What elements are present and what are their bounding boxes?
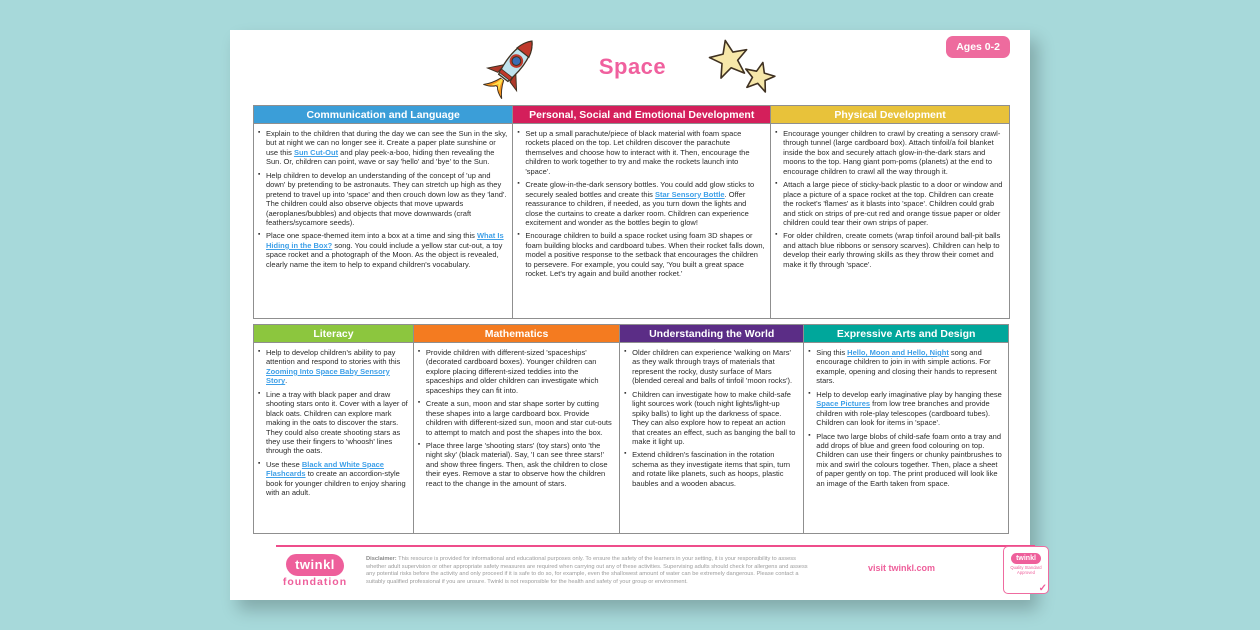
activity-text: and play peek-a-boo, hiding then revealing the Sun. Or, children can point, wave or say 'hello' and 'bye' to the Sun. — [266, 147, 495, 167]
activity-item — [775, 129, 1004, 176]
activity-text: Set up a small parachute/piece of black material with foam space rockets placed on the top. Let children discover the parachute themselves and choose how to interact with it. Then, encourage the children to work together to try and make the rockets launch into 'space'. — [525, 129, 750, 176]
activity-text: Sing this — [816, 348, 848, 357]
column-header — [620, 325, 803, 343]
bottom-activity-table — [253, 324, 1012, 534]
activity-item — [258, 231, 507, 269]
column-title: Understanding the World — [649, 327, 775, 340]
activity-item — [517, 129, 765, 176]
column-header — [771, 106, 1009, 124]
page-content — [253, 30, 1047, 600]
column-header — [804, 325, 1008, 343]
activity-item — [808, 432, 1003, 489]
activity-item — [258, 129, 507, 167]
visit-twinkl-link[interactable]: visit twinkl.com — [867, 563, 935, 573]
activity-list — [775, 129, 1004, 269]
activity-item — [418, 441, 614, 488]
activity-text: Older children can experience 'walking on Mars' as they walk through trays of materials that represent the rocky, dusty surface of Mars (blended cereal and balls of tinfoil 'moon rocks'). — [632, 348, 793, 386]
column-mathematics — [413, 324, 620, 534]
activity-item — [808, 390, 1003, 428]
column-literacy — [253, 324, 414, 534]
column-communication-and-language — [253, 105, 513, 319]
disclaimer-text — [366, 556, 811, 587]
page-footer — [276, 545, 1047, 602]
activity-item — [775, 180, 1004, 227]
resource-page — [230, 30, 1047, 600]
activity-text: Place three large 'shooting stars' (toy stars) onto 'the night sky' (black material). Say, 'I can see three stars!' and show three fingers. Then, ask the children to close their eyes. Remove a star to observe how the children react to the change in the amount of stars. — [425, 440, 608, 488]
twinkl-logo-foundation: foundation — [282, 576, 348, 588]
activity-text: Use these — [266, 459, 302, 469]
activity-list — [258, 129, 507, 269]
column-body — [414, 343, 619, 533]
activity-item — [258, 390, 408, 456]
disclaimer-label: Disclaimer: — [366, 556, 397, 562]
column-understanding-the-world — [619, 324, 804, 534]
column-body — [804, 343, 1008, 533]
resource-link[interactable]: What Is Hiding in the Box? — [266, 231, 504, 250]
activity-list — [517, 129, 765, 279]
activity-list — [418, 348, 614, 488]
top-activity-table — [253, 105, 1012, 319]
activity-text: For older children, create comets (wrap tinfoil around ball-pit balls and attach blue ribbons or sensory scarves). Children can help to develop their early throwing skills as they throw their comet and make it fly through 'space'. — [783, 231, 1001, 269]
column-body — [254, 343, 413, 533]
badge-checkmark-icon: ✓ — [1038, 583, 1047, 594]
activity-text: Extend children's fascination in the rotation schema as they investigate items that spin, turn and rotate like planets, such as hoops, plastic baubles and a wooden abacus. — [632, 450, 791, 488]
activity-text: Help to develop early imaginative play by hanging these — [816, 389, 1002, 399]
activity-text: . Offer reassurance to children, if needed, as you turn down the lights and close the curtains to create a darker room. Children can experience excitement and wonder as the bottles begin to glow! — [525, 189, 749, 227]
activity-text: Provide children with different-sized 'spaceships' (decorated cardboard boxes). Younger children can explore placing different-sized teddies into the spaceships and older children can investigate which spaceships they can fit into. — [425, 348, 599, 395]
resource-link[interactable]: Hello, Moon and Hello, Night — [847, 348, 949, 357]
activity-text: Place two large blobs of child-safe foam onto a tray and add drops of blue and green food colouring on top. Children can use their fingers or chunky paintbrushes to mix and swirl the colours together. Then, place a sheet of paper gently on top. The print produced will look like an image of the Earth taken from space. — [816, 431, 1002, 488]
activity-item — [808, 348, 1003, 386]
column-body — [513, 124, 770, 318]
column-physical-development — [770, 105, 1010, 319]
resource-link[interactable]: Sun Cut-Out — [293, 147, 339, 157]
activity-item — [775, 231, 1004, 269]
page-title: Space — [598, 54, 667, 79]
column-body — [254, 124, 512, 318]
activity-item — [517, 231, 765, 278]
column-title: Expressive Arts and Design — [836, 327, 976, 340]
activity-text: Create a sun, moon and star shape sorter by cutting these shapes into a large cardboard box. Provide children with different-sized sun, moon and star cut-outs to attempt to match and post the shapes into the box. — [425, 399, 612, 437]
activity-text: Place one space-themed item into a box at a time and sing this — [266, 231, 477, 241]
column-body — [620, 343, 803, 533]
stars-icon — [705, 36, 781, 103]
badge-caption: Quality Standard Approved — [1010, 565, 1042, 575]
column-body — [771, 124, 1009, 318]
activity-list — [624, 348, 798, 488]
page-header — [253, 30, 1012, 105]
activity-item — [624, 390, 798, 447]
activity-text: . — [285, 376, 288, 386]
activity-item — [418, 399, 614, 437]
activity-text: Help children to develop an understanding of the concept of 'up and down' by pretending to be astronauts. They can stretch up high as they pretend to travel up into 'space' and then crouch down low as they 'land'. The children could also observe objects that move upwards (aeroplanes/bubbles) and objects that move downwards (craft feathers/sycamore seeds). — [266, 170, 507, 227]
column-title: Communication and Language — [306, 108, 460, 121]
activity-text: Create glow-in-the-dark sensory bottles. You could add glow sticks to securely sealed bottles and create this — [525, 180, 755, 199]
activity-text: song. You could include a yellow star cut-out, a toy space rocket and a photograph of the Moon. As the object is revealed, clearly name the item to help to expand children's vocabulary. — [266, 240, 503, 269]
activity-item — [258, 348, 408, 386]
activity-item — [418, 348, 614, 395]
twinkl-foundation-logo — [276, 554, 354, 588]
activity-list — [808, 348, 1003, 488]
activity-text: Encourage younger children to crawl by creating a sensory crawl-through tunnel (large cardboard box). Attach tinfoil/a foil blanket inside the box and securely attach glow-in-the-dark stars and moons to the top. Hang giant pom-poms (planets) at the end to encourage children to crawl all the way through it. — [783, 129, 1001, 176]
activity-text: Encourage children to build a space rocket using foam 3D shapes or foam building blocks and cardboard tubes. When their rocket falls down, model a positive response to the setback that encourages the children to persevere. For example, you could say, 'You built a great space rocket. Let's try again and build another rocket.' — [525, 231, 765, 279]
column-header — [513, 106, 770, 124]
column-header — [254, 106, 512, 124]
activity-text: Explain to the children that during the day we can see the Sun in the sky, but at night we can no longer see it. Create a paper plate sunshine or use this — [266, 129, 508, 157]
activity-item — [517, 180, 765, 227]
resource-link[interactable]: Star Sensory Bottle — [655, 189, 725, 199]
activity-text: to create an accordion-style book for younger children to enjoy sharing with an adult. — [266, 469, 406, 498]
activity-text: from low tree branches and provide children with role-play telescopes (cardboard tubes). Children can look for items in 'space'. — [816, 399, 991, 428]
column-expressive-arts-design — [803, 324, 1009, 534]
activity-text: Children can investigate how to make child-safe light sources work (touch night lights/light-up spiky balls) to light up the darkness of space. They can also explore how to repeat an action that creates an effect, such as banging the ball to make it light up. — [632, 389, 796, 446]
ages-badge: Ages 0-2 — [946, 36, 1010, 58]
column-header — [254, 325, 413, 343]
resource-link[interactable]: Space Pictures — [816, 399, 871, 409]
activity-item — [258, 460, 408, 498]
resource-link[interactable]: Zooming Into Space Baby Sensory Story — [266, 366, 390, 386]
activity-list — [258, 348, 408, 498]
activity-text: Attach a large piece of sticky-back plastic to a door or window and place a picture of a space rocket at the top. Children can create the rocket's 'flames' as it blasts into 'space'. Children could grab and stick on strips of pre-cut red and orange tissue paper or older children could tear their own strips of paper. — [783, 180, 1003, 227]
quality-approved-badge — [1003, 546, 1049, 594]
column-header — [414, 325, 619, 343]
twinkl-logo-cloud: twinkl — [286, 554, 344, 576]
column-title: Physical Development — [834, 108, 946, 121]
badge-twinkl-logo: twinkl — [1011, 553, 1041, 564]
activity-text: Line a tray with black paper and draw shooting stars onto it. Cover with a layer of black oats. Children can explore mark making in the oats to discover the stars. They could also create shooting stars as they use their fingers to 'whoosh' lines through the oats. — [266, 389, 408, 456]
column-personal-social-emotional — [512, 105, 771, 319]
activity-text: song and encourage children to join in with simple actions. For example, opening and closing their hands to represent stars. — [816, 348, 997, 386]
activity-item — [258, 171, 507, 228]
column-title: Literacy — [313, 327, 354, 340]
column-title: Personal, Social and Emotional Development — [529, 108, 755, 121]
activity-item — [624, 450, 798, 488]
activity-item — [624, 348, 798, 386]
disclaimer-body: This resource is provided for informational and educational purposes only. To ensure the safety of the learners in your setting, it is your responsibility to assess whether adult supervision or other appropriate safety measures are required when carrying out any of these activities. Supervising adults should check for allergens and assess any potential risks before the activity and only proceed if it is safe to do so, for example, even the shallowest amount of water can be extremely dangerous. Please contact a suitably qualified professional if you are unsure. Twinkl is not responsible for the health and safety of your group or environment. — [366, 556, 808, 586]
activity-text: Help to develop children's ability to pay attention and respond to stories with this — [266, 348, 401, 367]
resource-link[interactable]: Black and White Space Flashcards — [266, 459, 384, 479]
column-title: Mathematics — [484, 327, 549, 340]
